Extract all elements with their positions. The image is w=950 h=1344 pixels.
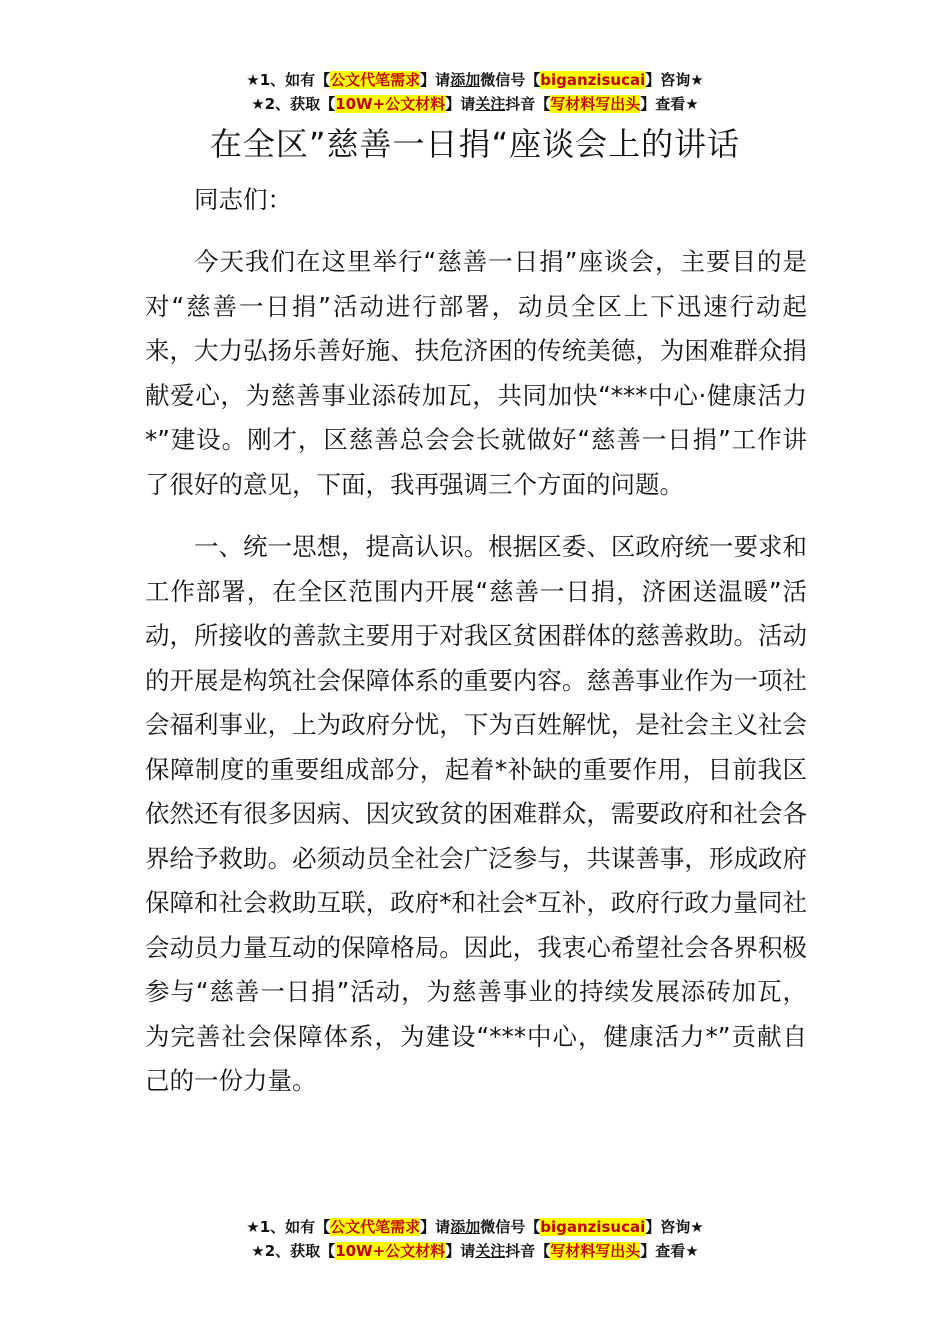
banner-text: 】请 (420, 71, 451, 89)
banner-line-1 (0, 68, 950, 92)
banner-text: ★2、获取【 (251, 95, 336, 113)
banner-text: 】咨询★ (645, 71, 704, 89)
document-body (145, 178, 807, 1104)
banner-highlight: 写材料写出头 (550, 1242, 641, 1260)
banner-text: 】咨询★ (645, 1218, 704, 1236)
banner-highlight: 10W+公文材料 (335, 1242, 446, 1260)
banner-highlight: biganzisucai (540, 1218, 646, 1236)
banner-underlined: 关注 (475, 1242, 506, 1260)
banner-line-2 (0, 92, 950, 116)
banner-highlight: 写材料写出头 (550, 95, 641, 113)
banner-text: 微信号【 (480, 71, 541, 89)
banner-underlined: 关注 (475, 95, 506, 113)
document-title: 在全区”慈善一日捐“座谈会上的讲话 (209, 125, 741, 163)
banner-highlight: 公文代笔需求 (330, 71, 421, 89)
bottom-banner (0, 1215, 950, 1263)
paragraph-section-one: 一、统一思想，提高认识。根据区委、区政府统一要求和工作部署，在全区范围内开展“慈善一日捐，济困送温暖”活动，所接收的善款主要用于对我区贫困群体的慈善救助。活动的开展是构筑社会保障体系的重要内容。慈善事业作为一项社会福利事业，上为政府分忧，下为百姓解忧，是社会主义社会保障制度的重要组成部分，起着*补缺的重要作用，目前我区依然还有很多因病、因灾致贫的困难群众，需要政府和社会各界给予救助。必须动员全社会广泛参与，共谋善事，形成政府保障和社会救助互联，政府*和社会*互补，政府行政力量同社会动员力量互动的保障格局。因此，我衷心希望社会各界积极参与“慈善一日捐”活动，为慈善事业的持续发展添砖加瓦，为完善社会保障体系，为建设“***中心，健康活力*”贡献自己的一份力量。 (145, 532, 807, 1095)
banner-text: 微信号【 (480, 1218, 541, 1236)
banner-underlined: 添加 (450, 71, 481, 89)
banner-line-1 (0, 1215, 950, 1239)
banner-text: ★1、如有【 (246, 1218, 331, 1236)
banner-text: 抖音【 (505, 95, 551, 113)
banner-text: ★2、获取【 (251, 1242, 336, 1260)
banner-text: 】查看★ (640, 1242, 699, 1260)
banner-text: 】请 (445, 1242, 476, 1260)
banner-highlight: 10W+公文材料 (335, 95, 446, 113)
banner-highlight: biganzisucai (540, 71, 646, 89)
banner-text: 】请 (445, 95, 476, 113)
banner-line-2 (0, 1239, 950, 1263)
banner-highlight: 公文代笔需求 (330, 1218, 421, 1236)
banner-text: ★1、如有【 (246, 71, 331, 89)
salutation: 同志们： (194, 185, 292, 214)
top-banner (0, 68, 950, 116)
banner-text: 】请 (420, 1218, 451, 1236)
banner-text: 抖音【 (505, 1242, 551, 1260)
paragraph-intro: 今天我们在这里举行“慈善一日捐”座谈会，主要目的是对“慈善一日捐”活动进行部署，动员全区上下迅速行动起来，大力弘扬乐善好施、扶危济困的传统美德，为困难群众捐献爱心，为慈善事业添砖加瓦，共同加快“***中心·健康活力*”建设。刚才，区慈善总会会长就做好“慈善一日捐”工作讲了很好的意见，下面，我再强调三个方面的问题。 (145, 247, 807, 499)
banner-underlined: 添加 (450, 1218, 481, 1236)
banner-text: 】查看★ (640, 95, 699, 113)
